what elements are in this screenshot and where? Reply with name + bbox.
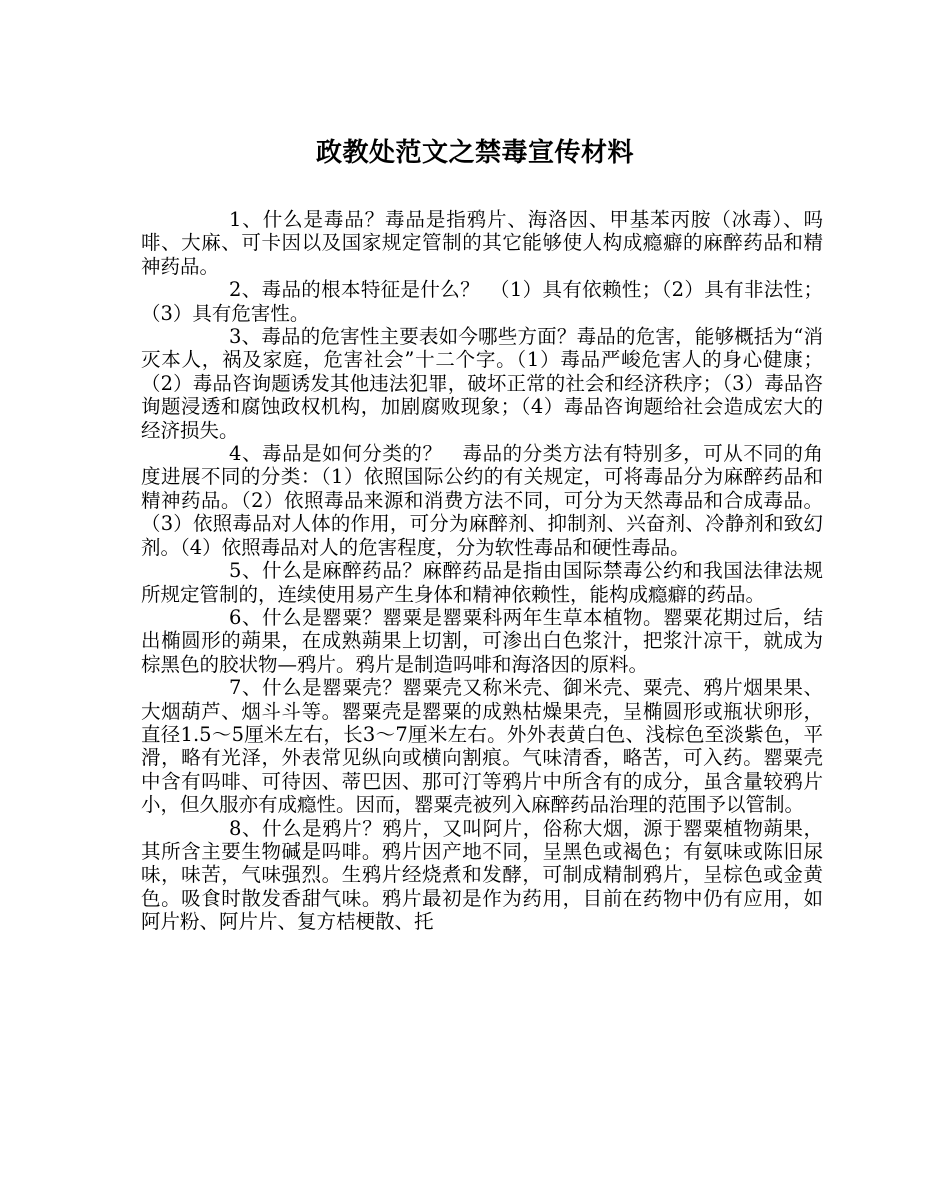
paragraph-4: 4、毒品是如何分类的？ 毒品的分类方法有特别多，可从不同的角度进展不同的分类：（1）依照国际公约的有关规定，可将毒品分为麻醉药品和精神药品。（2）依照毒品来源和消费方法不同，可分为天然毒品和合成毒品。（3）依照毒品对人体的作用，可分为麻醉剂、抑制剂、兴奋剂、冷静剂和致幻剂。（4）依照毒品对人的危害程度，分为软性毒品和硬性毒品。 (141, 442, 823, 559)
paragraph-1: 1、什么是毒品？毒品是指鸦片、海洛因、甲基苯丙胺（冰毒）、吗啡、大麻、可卡因以及国家规定管制的其它能够使人构成瘾癖的麻醉药品和精神药品。 (141, 208, 823, 278)
paragraph-8: 8、什么是鸦片？鸦片，又叫阿片，俗称大烟，源于罂粟植物蒴果，其所含主要生物碱是吗啡。鸦片因产地不同，呈黑色或褐色；有氨味或陈旧尿味，味苦，气味强烈。生鸦片经烧煮和发酵，可制成精制鸦片，呈棕色或金黄色。吸食时散发香甜气味。鸦片最初是作为药用，目前在药物中仍有应用，如阿片粉、阿片片、复方桔梗散、托 (141, 816, 823, 934)
paragraph-7: 7、什么是罂粟壳？罂粟壳又称米壳、御米壳、粟壳、鸦片烟果果、大烟葫芦、烟斗斗等。罂粟壳是罂粟的成熟枯燥果壳，呈椭圆形或瓶状卵形，直径1.5～5厘米左右，长3～7厘米左右。外外表黄白色、浅棕色至淡紫色，平滑，略有光泽，外表常见纵向或横向割痕。气味清香，略苦，可入药。罂粟壳中含有吗啡、可待因、蒂巴因、那可汀等鸦片中所含有的成分，虽含量较鸦片小，但久服亦有成瘾性。因而，罂粟壳被列入麻醉药品治理的范围予以管制。 (141, 676, 823, 817)
document-title: 政教处范文之禁毒宣传材料 (315, 138, 634, 168)
paragraph-5: 5、什么是麻醉药品？麻醉药品是指由国际禁毒公约和我国法律法规所规定管制的，连续使用易产生身体和精神依赖性，能构成瘾癖的药品。 (141, 559, 823, 606)
paragraph-6: 6、什么是罂粟？罂粟是罂粟科两年生草本植物。罂粟花期过后，结出椭圆形的蒴果，在成熟蒴果上切割，可渗出白色浆汁，把浆汁凉干，就成为棕黑色的胶状物—鸦片。鸦片是制造吗啡和海洛因的原料。 (141, 605, 823, 676)
paragraph-3: 3、毒品的危害性主要表如今哪些方面？毒品的危害，能够概括为“消灭本人，祸及家庭，危害社会”十二个字。（1）毒品严峻危害人的身心健康；（2）毒品咨询题诱发其他违法犯罪，破坏正常的社会和经济秩序；（3）毒品咨询题浸透和腐蚀政权机构，加剧腐败现象；（4）毒品咨询题给社会造成宏大的经济损失。 (141, 325, 823, 442)
document-body (141, 208, 823, 934)
paragraph-2: 2、毒品的根本特征是什么？ （1）具有依赖性；（2）具有非法性；（3）具有危害性。 (141, 278, 823, 325)
